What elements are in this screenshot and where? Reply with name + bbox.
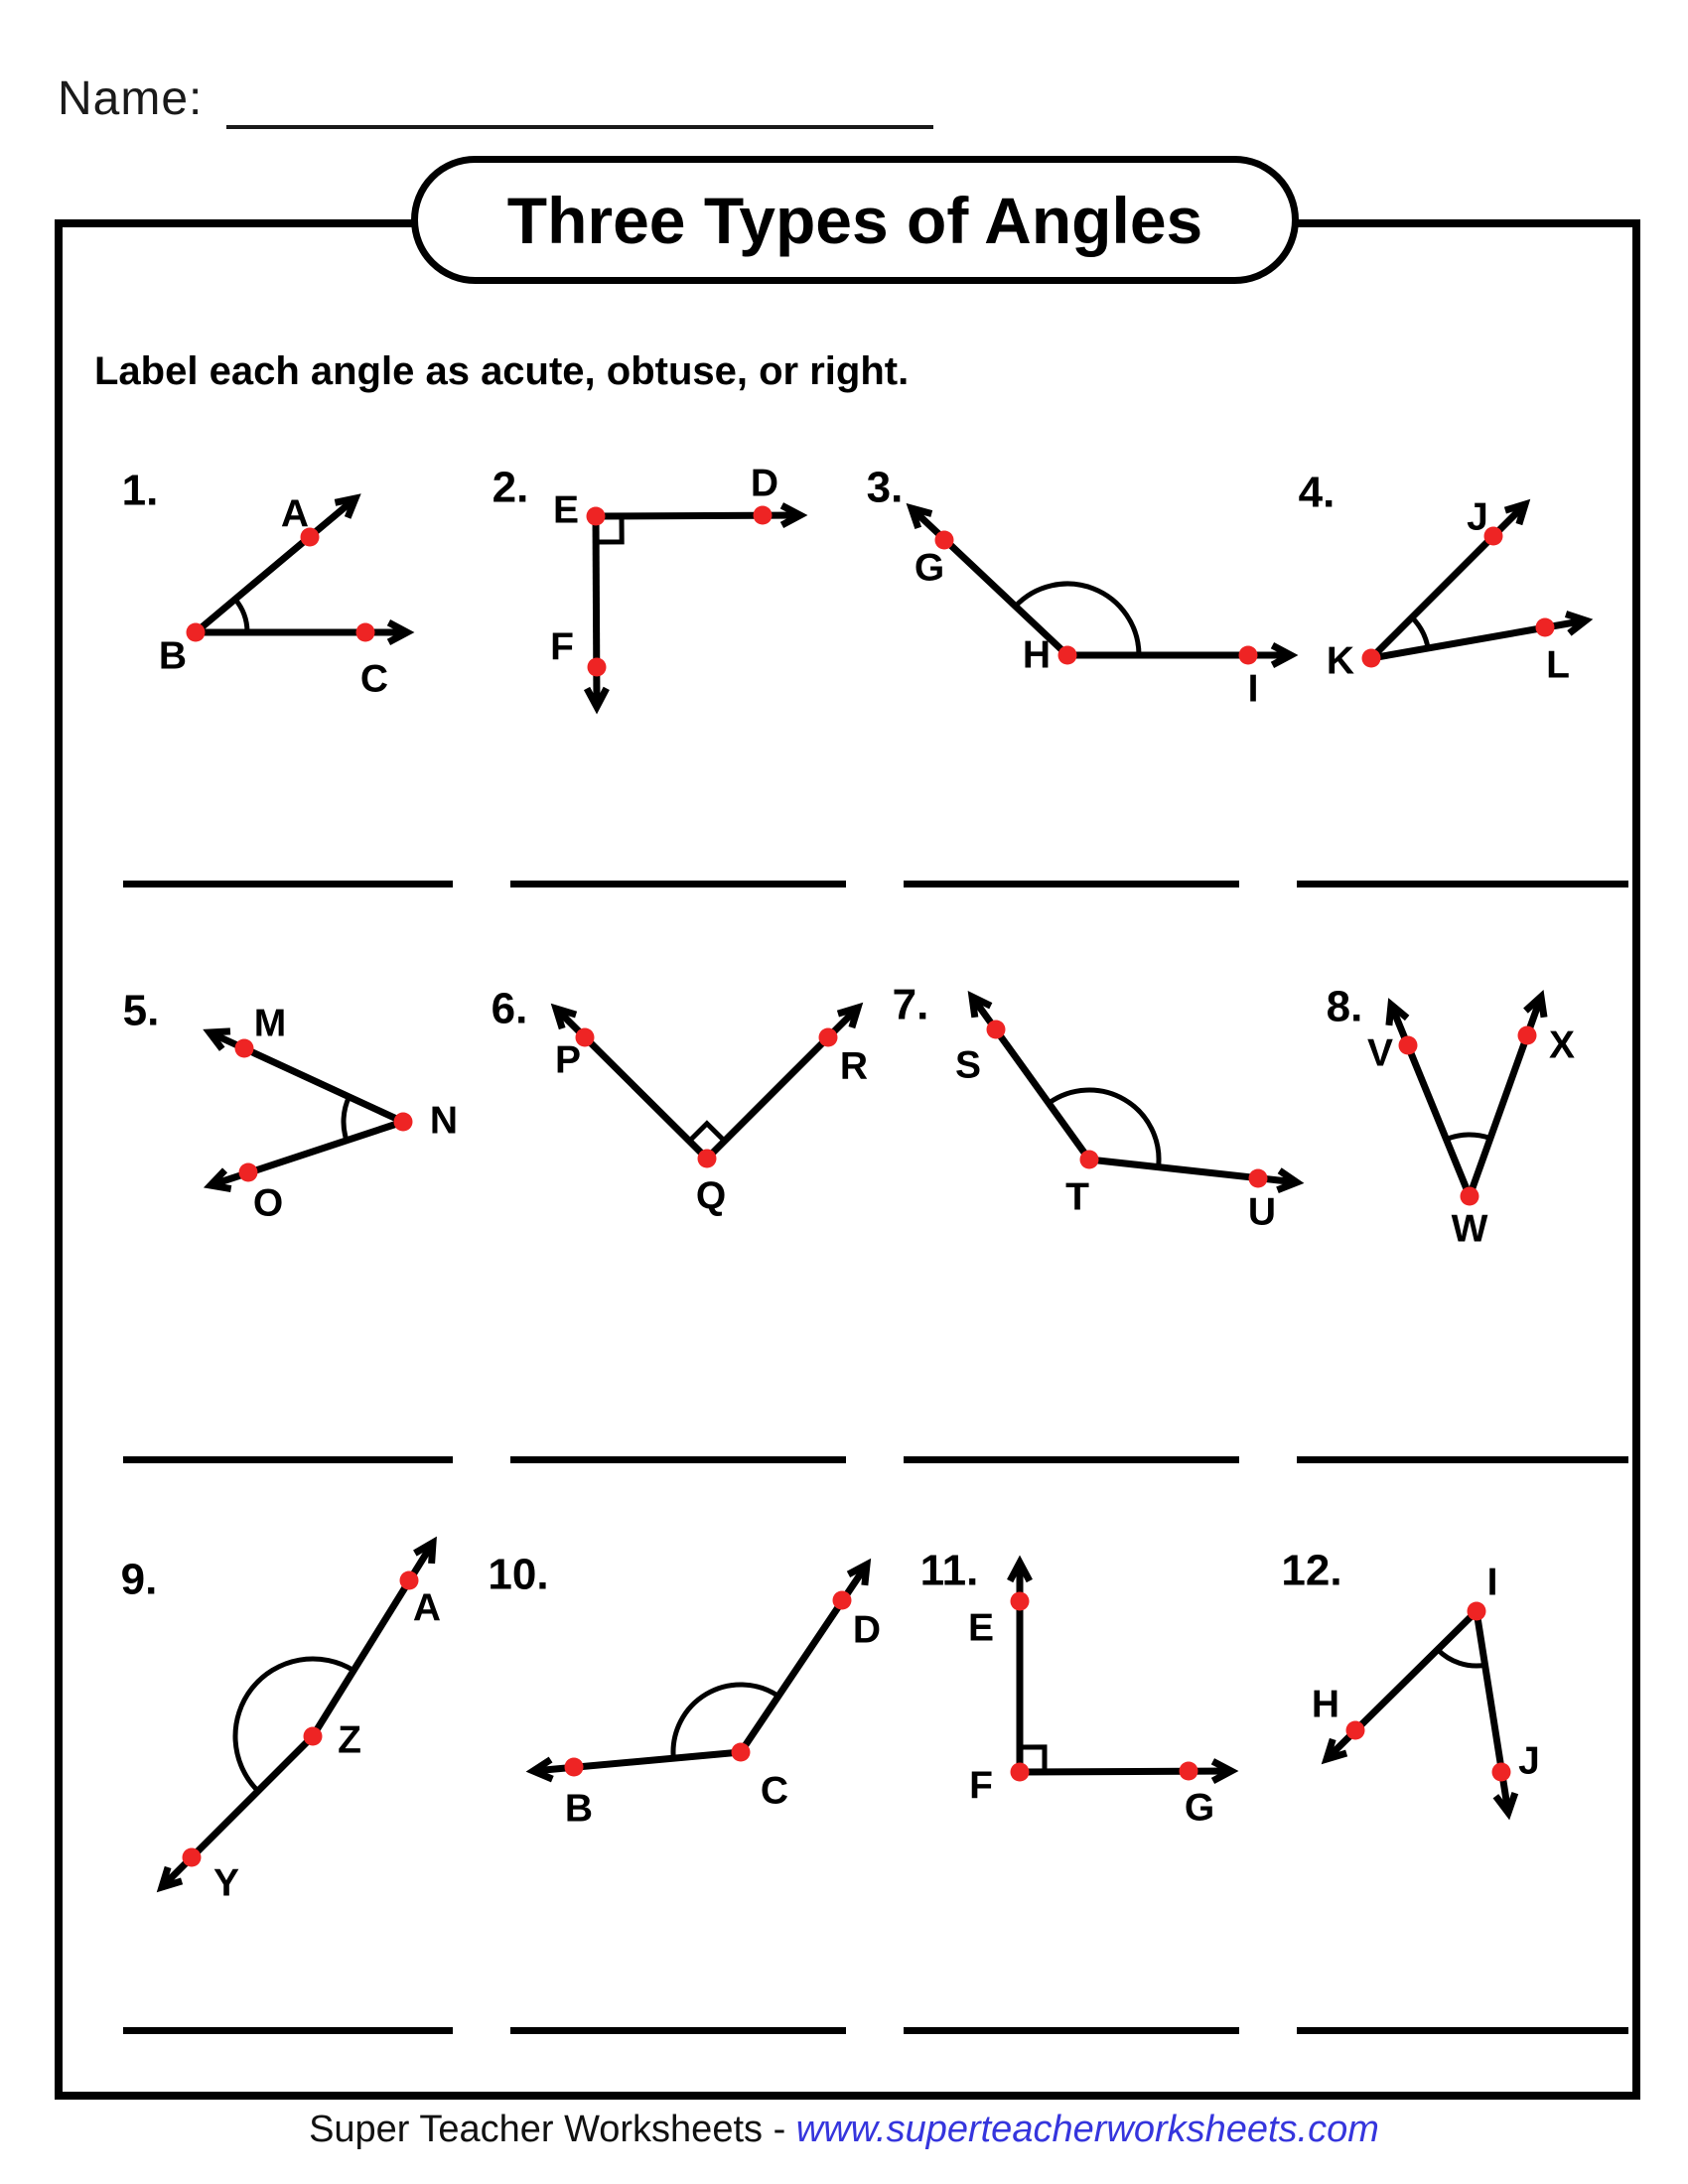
footer — [0, 2109, 1688, 2151]
problem-number-1: 1. — [121, 466, 159, 515]
answer-blank-line[interactable] — [510, 2027, 846, 2034]
ray-line-FG — [1020, 1771, 1231, 1772]
point-dot-G — [1180, 1762, 1198, 1781]
point-label-X: X — [1548, 1024, 1576, 1067]
vertex-dot-K — [1362, 649, 1381, 668]
point-label-A: A — [412, 1586, 442, 1630]
problem-number-7: 7. — [892, 980, 929, 1029]
vertex-dot-I — [1468, 1602, 1486, 1621]
point-label-S: S — [954, 1043, 982, 1087]
angle-diagram-9 — [121, 1543, 441, 1905]
ray-line-BA — [196, 498, 355, 632]
point-label-Q: Q — [695, 1174, 727, 1218]
point-label-B: B — [564, 1787, 594, 1831]
point-label-M: M — [253, 1002, 287, 1045]
point-dot-X — [1518, 1026, 1537, 1045]
vertex-dot-Z — [304, 1727, 323, 1746]
point-label-T: T — [1065, 1175, 1089, 1219]
angle-arc — [235, 600, 247, 632]
point-label-F: F — [969, 1764, 993, 1808]
vertex-dot-T — [1080, 1151, 1099, 1169]
angle-arc — [1438, 1650, 1485, 1666]
worksheet-title: Three Types of Angles — [506, 183, 1203, 257]
problem-number-9: 9. — [120, 1555, 158, 1604]
point-label-Z: Z — [338, 1718, 361, 1762]
problem-number-6: 6. — [491, 984, 528, 1033]
ray-line-CB — [533, 1752, 741, 1771]
name-label: Name: — [58, 72, 204, 125]
footer-text: Super Teacher Worksheets - — [309, 2109, 796, 2150]
vertex-dot-N — [394, 1113, 413, 1132]
angle-diagram-10 — [488, 1551, 881, 1831]
point-dot-E — [1011, 1592, 1030, 1611]
point-label-O: O — [252, 1181, 284, 1225]
answer-blank-line[interactable] — [904, 1456, 1239, 1463]
point-label-H: H — [1022, 633, 1052, 677]
point-dot-Y — [183, 1848, 202, 1867]
point-label-D: D — [750, 462, 779, 505]
answer-blank-line[interactable] — [510, 1456, 846, 1463]
point-dot-M — [235, 1039, 254, 1058]
angle-arc — [235, 1659, 353, 1791]
angle-diagram-2 — [492, 463, 800, 708]
angle-diagram-12 — [1281, 1547, 1539, 1814]
angle-arc — [1412, 617, 1428, 648]
right-angle-mark — [689, 1124, 724, 1142]
point-label-U: U — [1247, 1190, 1277, 1234]
answer-blank-line[interactable] — [123, 2027, 453, 2034]
point-label-I: I — [1486, 1561, 1498, 1604]
angle-diagram-8 — [1327, 983, 1575, 1251]
point-label-K: K — [1326, 639, 1355, 683]
answer-blank-line[interactable] — [1297, 881, 1628, 887]
point-dot-D — [754, 506, 773, 525]
problem-number-5: 5. — [122, 986, 160, 1035]
angle-arc — [344, 1097, 350, 1141]
problem-number-8: 8. — [1326, 982, 1363, 1031]
point-dot-I — [1239, 646, 1258, 665]
point-label-G: G — [914, 546, 945, 590]
point-label-D: D — [852, 1608, 882, 1652]
answer-blank-line[interactable] — [1297, 1456, 1628, 1463]
instruction-text: Label each angle as acute, obtuse, or right. — [94, 349, 910, 393]
point-label-J: J — [1467, 495, 1488, 539]
point-label-E: E — [552, 488, 580, 532]
point-label-B: B — [158, 634, 188, 678]
point-dot-U — [1249, 1169, 1268, 1188]
point-label-W: W — [1451, 1207, 1488, 1251]
point-label-G: G — [1184, 1786, 1215, 1830]
point-label-F: F — [550, 625, 574, 669]
point-label-H: H — [1311, 1683, 1340, 1726]
angle-diagram-3 — [867, 464, 1291, 711]
point-label-Y: Y — [212, 1861, 240, 1905]
vertex-dot-F — [1011, 1763, 1030, 1782]
problem-number-12: 12. — [1281, 1546, 1342, 1595]
ray-line-NO — [211, 1122, 403, 1185]
ray-line-TS — [972, 997, 1089, 1160]
point-label-I: I — [1247, 667, 1259, 711]
angle-diagram-11 — [920, 1547, 1231, 1830]
point-dot-F — [588, 658, 607, 677]
answer-blank-line[interactable] — [123, 881, 453, 887]
point-dot-B — [565, 1758, 584, 1777]
angle-diagram-7 — [893, 981, 1297, 1234]
point-dot-C — [356, 623, 375, 642]
ray-line-WV — [1391, 1005, 1470, 1196]
ray-line-EF — [596, 516, 597, 707]
vertex-dot-E — [587, 507, 606, 526]
point-label-E: E — [967, 1606, 995, 1650]
vertex-dot-C — [732, 1743, 751, 1762]
answer-blank-line[interactable] — [904, 2027, 1239, 2034]
point-dot-H — [1346, 1721, 1365, 1740]
ray-line-QR — [707, 1008, 858, 1159]
problem-number-11: 11. — [919, 1546, 979, 1595]
vertex-dot-Q — [698, 1150, 717, 1168]
point-label-J: J — [1518, 1739, 1540, 1783]
answer-blank-line[interactable] — [123, 1456, 453, 1463]
angle-diagram-6 — [492, 985, 868, 1218]
point-dot-O — [239, 1163, 258, 1182]
angle-arc — [1447, 1135, 1490, 1140]
answer-blank-line[interactable] — [1297, 2027, 1628, 2034]
vertex-dot-H — [1058, 646, 1077, 665]
ray-line-CD — [741, 1565, 867, 1752]
point-label-P: P — [554, 1038, 582, 1082]
ray-line-ZA — [313, 1543, 433, 1736]
answer-blank-line[interactable] — [904, 881, 1239, 887]
problem-number-3: 3. — [866, 463, 904, 512]
vertex-dot-W — [1461, 1187, 1479, 1206]
point-label-N: N — [429, 1099, 459, 1143]
point-label-L: L — [1546, 643, 1570, 687]
point-dot-V — [1399, 1036, 1418, 1055]
angle-diagram-1 — [122, 467, 407, 701]
problem-number-10: 10. — [488, 1550, 549, 1599]
point-dot-D — [833, 1591, 852, 1610]
point-label-V: V — [1366, 1031, 1394, 1075]
angle-diagram-5 — [123, 987, 458, 1225]
vertex-dot-B — [187, 623, 206, 642]
answer-blank-line[interactable] — [510, 881, 846, 887]
point-dot-S — [987, 1021, 1006, 1039]
problem-number-4: 4. — [1298, 468, 1336, 517]
point-label-A: A — [280, 492, 310, 536]
point-label-R: R — [839, 1044, 869, 1088]
point-dot-L — [1536, 618, 1555, 637]
point-label-C: C — [760, 1769, 789, 1813]
problem-number-2: 2. — [492, 463, 529, 512]
angle-diagram-4 — [1299, 469, 1586, 687]
ray-line-IJ — [1477, 1611, 1508, 1813]
point-label-C: C — [359, 657, 389, 701]
point-dot-J — [1492, 1763, 1511, 1782]
point-dot-R — [819, 1028, 838, 1047]
footer-link[interactable]: www.superteacherworksheets.com — [795, 2109, 1379, 2150]
